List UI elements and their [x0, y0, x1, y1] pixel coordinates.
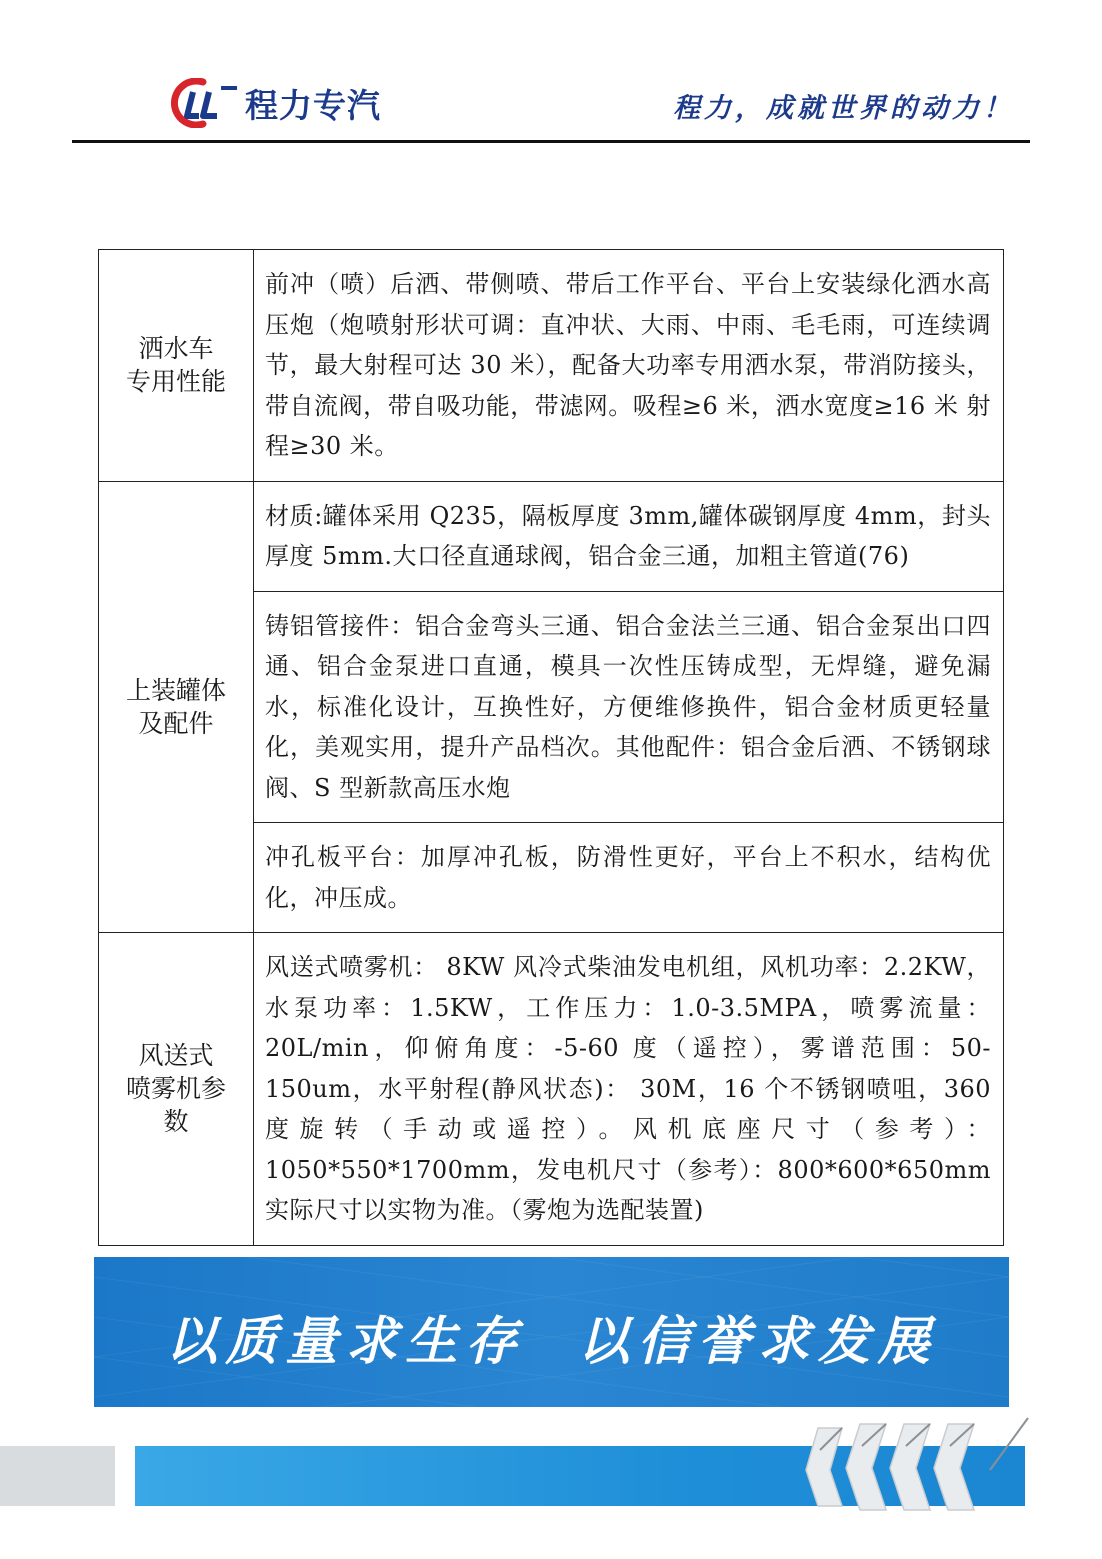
row-label-line: 数	[163, 1107, 189, 1137]
footer-chevrons-icon	[790, 1410, 1102, 1559]
table-row	[99, 481, 1004, 591]
row-content: 前冲（喷）后洒、带侧喷、带后工作平台、平台上安装绿化洒水高压炮（炮喷射形状可调：直冲状、大雨、中雨、毛毛雨，可连续调节，最大射程可达 30 米），配备大功率专用洒水泵，带消防接头，带自流阀，带自吸功能，带滤网。吸程≥6 米，洒水宽度≥16 米 射程≥30 米。	[254, 250, 1004, 482]
logo-mark-icon	[165, 78, 241, 128]
row-label	[99, 933, 254, 1246]
table-row	[99, 250, 1004, 482]
header-slogan: 程力，成就世界的动力！	[673, 93, 1014, 124]
row-label-line: 喷雾机参	[125, 1074, 226, 1104]
spec-table	[98, 249, 1004, 1246]
spec-table-body	[99, 250, 1004, 1246]
row-label-line: 及配件	[138, 708, 214, 738]
slogan-banner	[94, 1257, 1009, 1407]
header-divider	[72, 140, 1030, 143]
row-content: 风送式喷雾机： 8KW 风冷式柴油发电机组，风机功率：2.2KW，水泵功率：1.5KW，工作压力：1.0-3.5MPA，喷雾流量：20L/min，仰俯角度：-5-60 度（遥控），雾谱范围：50-150um，水平射程(静风状态)： 30M，16 个不锈钢喷咀，360 度旋转（手动或遥控）。风机底座尺寸（参考）：1050*550*1700mm，发电机尺寸（参考）：800*600*650mm 实际尺寸以实物为准。（雾炮为选配装置)	[254, 933, 1004, 1246]
row-label	[99, 250, 254, 482]
banner-text: 以质量求生存 以信誉求发展	[165, 1311, 938, 1372]
page-footer	[0, 1410, 1102, 1559]
row-label-line: 洒水车	[138, 334, 214, 364]
row-content: 材质:罐体采用 Q235，隔板厚度 3mm,罐体碳钢厚度 4mm，封头厚度 5mm.大口径直通球阀，铝合金三通，加粗主管道(76)	[254, 481, 1004, 591]
row-label	[99, 481, 254, 933]
logo-text: 程力专汽	[245, 85, 381, 125]
row-label-line: 风送式	[138, 1041, 214, 1071]
row-label-line: 上装罐体	[125, 675, 226, 705]
table-row	[99, 933, 1004, 1246]
row-label-line: 专用性能	[125, 367, 226, 397]
company-logo	[165, 78, 381, 128]
footer-gray-block	[0, 1446, 115, 1506]
row-content: 冲孔板平台：加厚冲孔板，防滑性更好，平台上不积水，结构优化，冲压成。	[254, 823, 1004, 933]
row-content: 铸铝管接件：铝合金弯头三通、铝合金法兰三通、铝合金泵出口四通、铝合金泵进口直通，模具一次性压铸成型，无焊缝，避免漏水，标准化设计，互换性好，方便维修换件，铝合金材质更轻量化，美观实用，提升产品档次。其他配件：铝合金后洒、不锈钢球阀、S 型新款高压水炮	[254, 591, 1004, 823]
page-header	[0, 0, 1102, 145]
